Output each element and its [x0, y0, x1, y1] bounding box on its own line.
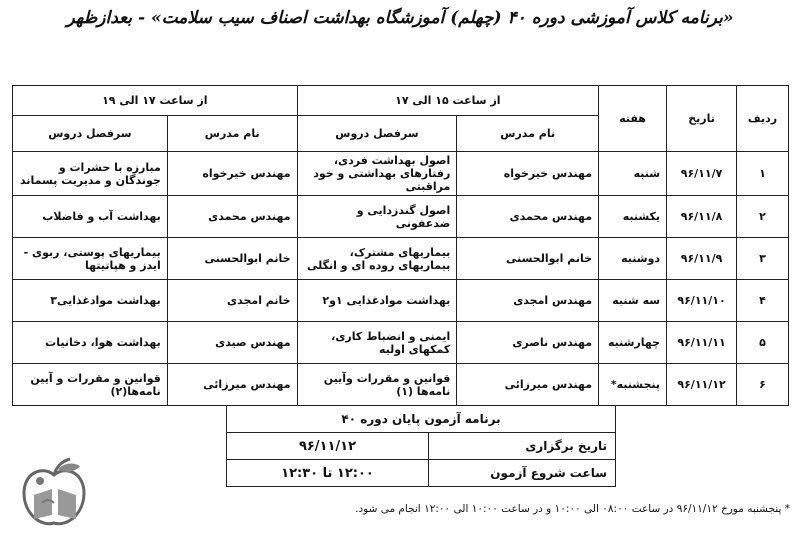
cell-topic-1: اصول بهداشت فردی، رفتارهای بهداشتی و خود مراقبتی: [297, 152, 457, 196]
cell-date: ۹۶/۱۱/۱۱: [667, 322, 737, 364]
header-slot2: از ساعت ۱۷ الی ۱۹: [13, 86, 298, 116]
cell-topic-2: بیماریهای پوستی، ربوی - ایدز و هپاتیتها: [13, 238, 168, 280]
table-row: [13, 364, 789, 406]
schedule-table: [12, 85, 789, 406]
cell-day: شنبه: [599, 152, 667, 196]
cell-date: ۹۶/۱۱/۸: [667, 196, 737, 238]
cell-topic-1: بیماریهای مشترک، بیماریهای روده ای و انگلی: [297, 238, 457, 280]
cell-num: ۶: [737, 364, 789, 406]
header-hafteh: هفته: [599, 86, 667, 152]
cell-topic-2: بهداشت آب و فاضلاب: [13, 196, 168, 238]
cell-num: ۴: [737, 280, 789, 322]
cell-num: ۳: [737, 238, 789, 280]
cell-date: ۹۶/۱۱/۱۲: [667, 364, 737, 406]
cell-teacher-2: مهندس خیرخواه: [167, 152, 297, 196]
exam-date-value: ۹۶/۱۱/۱۲: [227, 433, 429, 460]
cell-topic-2: بهداشت موادغذایی۳: [13, 280, 168, 322]
exam-time-label: ساعت شروع آزمون: [429, 460, 616, 487]
cell-topic-2: مبارزه با حشرات و جوندگان و مدیریت پسماند: [13, 152, 168, 196]
cell-teacher-2: مهندس محمدی: [167, 196, 297, 238]
cell-day: یکشنبه: [599, 196, 667, 238]
cell-teacher-1: مهندس امجدی: [457, 280, 599, 322]
header-tarikh: تاریخ: [667, 86, 737, 152]
cell-teacher-1: مهندس محمدی: [457, 196, 599, 238]
header-topic-1: سرفصل دروس: [297, 116, 457, 152]
cell-teacher-1: مهندس خیرخواه: [457, 152, 599, 196]
footnote: * پنجشنبه مورخ ۹۶/۱۱/۱۲ در ساعت ۰۸:۰۰ الی ۱۰:۰۰ و در ساعت ۱۰:۰۰ الی ۱۲:۰۰ انجام می شود.: [355, 503, 790, 515]
page-title: «برنامه کلاس آموزشی دوره ۴۰ (چهلم) آموزشگاه بهداشت اصناف سیب سلامت» - بعدازظهر: [66, 8, 734, 28]
cell-teacher-2: مهندس میرزائی: [167, 364, 297, 406]
cell-day: دوشنبه: [599, 238, 667, 280]
cell-teacher-1: خانم ابوالحسنی: [457, 238, 599, 280]
header-topic-2: سرفصل دروس: [13, 116, 168, 152]
table-row: [13, 238, 789, 280]
cell-date: ۹۶/۱۱/۱۰: [667, 280, 737, 322]
cell-topic-1: قوانین و مقررات وآیین نامه‌ها (۱): [297, 364, 457, 406]
header-slot1: از ساعت ۱۵ الی ۱۷: [297, 86, 598, 116]
cell-day: سه شنبه: [599, 280, 667, 322]
cell-num: ۵: [737, 322, 789, 364]
cell-num: ۱: [737, 152, 789, 196]
cell-date: ۹۶/۱۱/۹: [667, 238, 737, 280]
cell-day: پنجشنبه*: [599, 364, 667, 406]
cell-topic-1: ایمنی و انضباط کاری، کمکهای اولیه: [297, 322, 457, 364]
cell-teacher-2: خانم ابوالحسنی: [167, 238, 297, 280]
cell-topic-2: قوانین و مقررات و آیین نامه‌ها(۲): [13, 364, 168, 406]
table-row: [13, 280, 789, 322]
apple-logo-icon: [12, 455, 96, 531]
cell-teacher-1: مهندس ناصری: [457, 322, 599, 364]
table-row: [13, 152, 789, 196]
exam-table: [226, 405, 616, 487]
exam-time-value: ۱۲:۰۰ تا ۱۲:۳۰: [227, 460, 429, 487]
cell-teacher-2: خانم امجدی: [167, 280, 297, 322]
header-radif: ردیف: [737, 86, 789, 152]
cell-teacher-1: مهندس میرزائی: [457, 364, 599, 406]
cell-day: چهارشنبه: [599, 322, 667, 364]
cell-num: ۲: [737, 196, 789, 238]
header-teacher-1: نام مدرس: [457, 116, 599, 152]
exam-title: برنامه آزمون پایان دوره ۴۰: [227, 406, 616, 433]
cell-topic-1: بهداشت موادغذایی ۱و۲: [297, 280, 457, 322]
cell-topic-1: اصول گندزدایی و ضدعفونی: [297, 196, 457, 238]
cell-topic-2: بهداشت هوا، دخانیات: [13, 322, 168, 364]
table-row: [13, 196, 789, 238]
table-row: [13, 322, 789, 364]
header-teacher-2: نام مدرس: [167, 116, 297, 152]
exam-date-label: تاریخ برگزاری: [429, 433, 616, 460]
cell-date: ۹۶/۱۱/۷: [667, 152, 737, 196]
cell-teacher-2: مهندس صیدی: [167, 322, 297, 364]
